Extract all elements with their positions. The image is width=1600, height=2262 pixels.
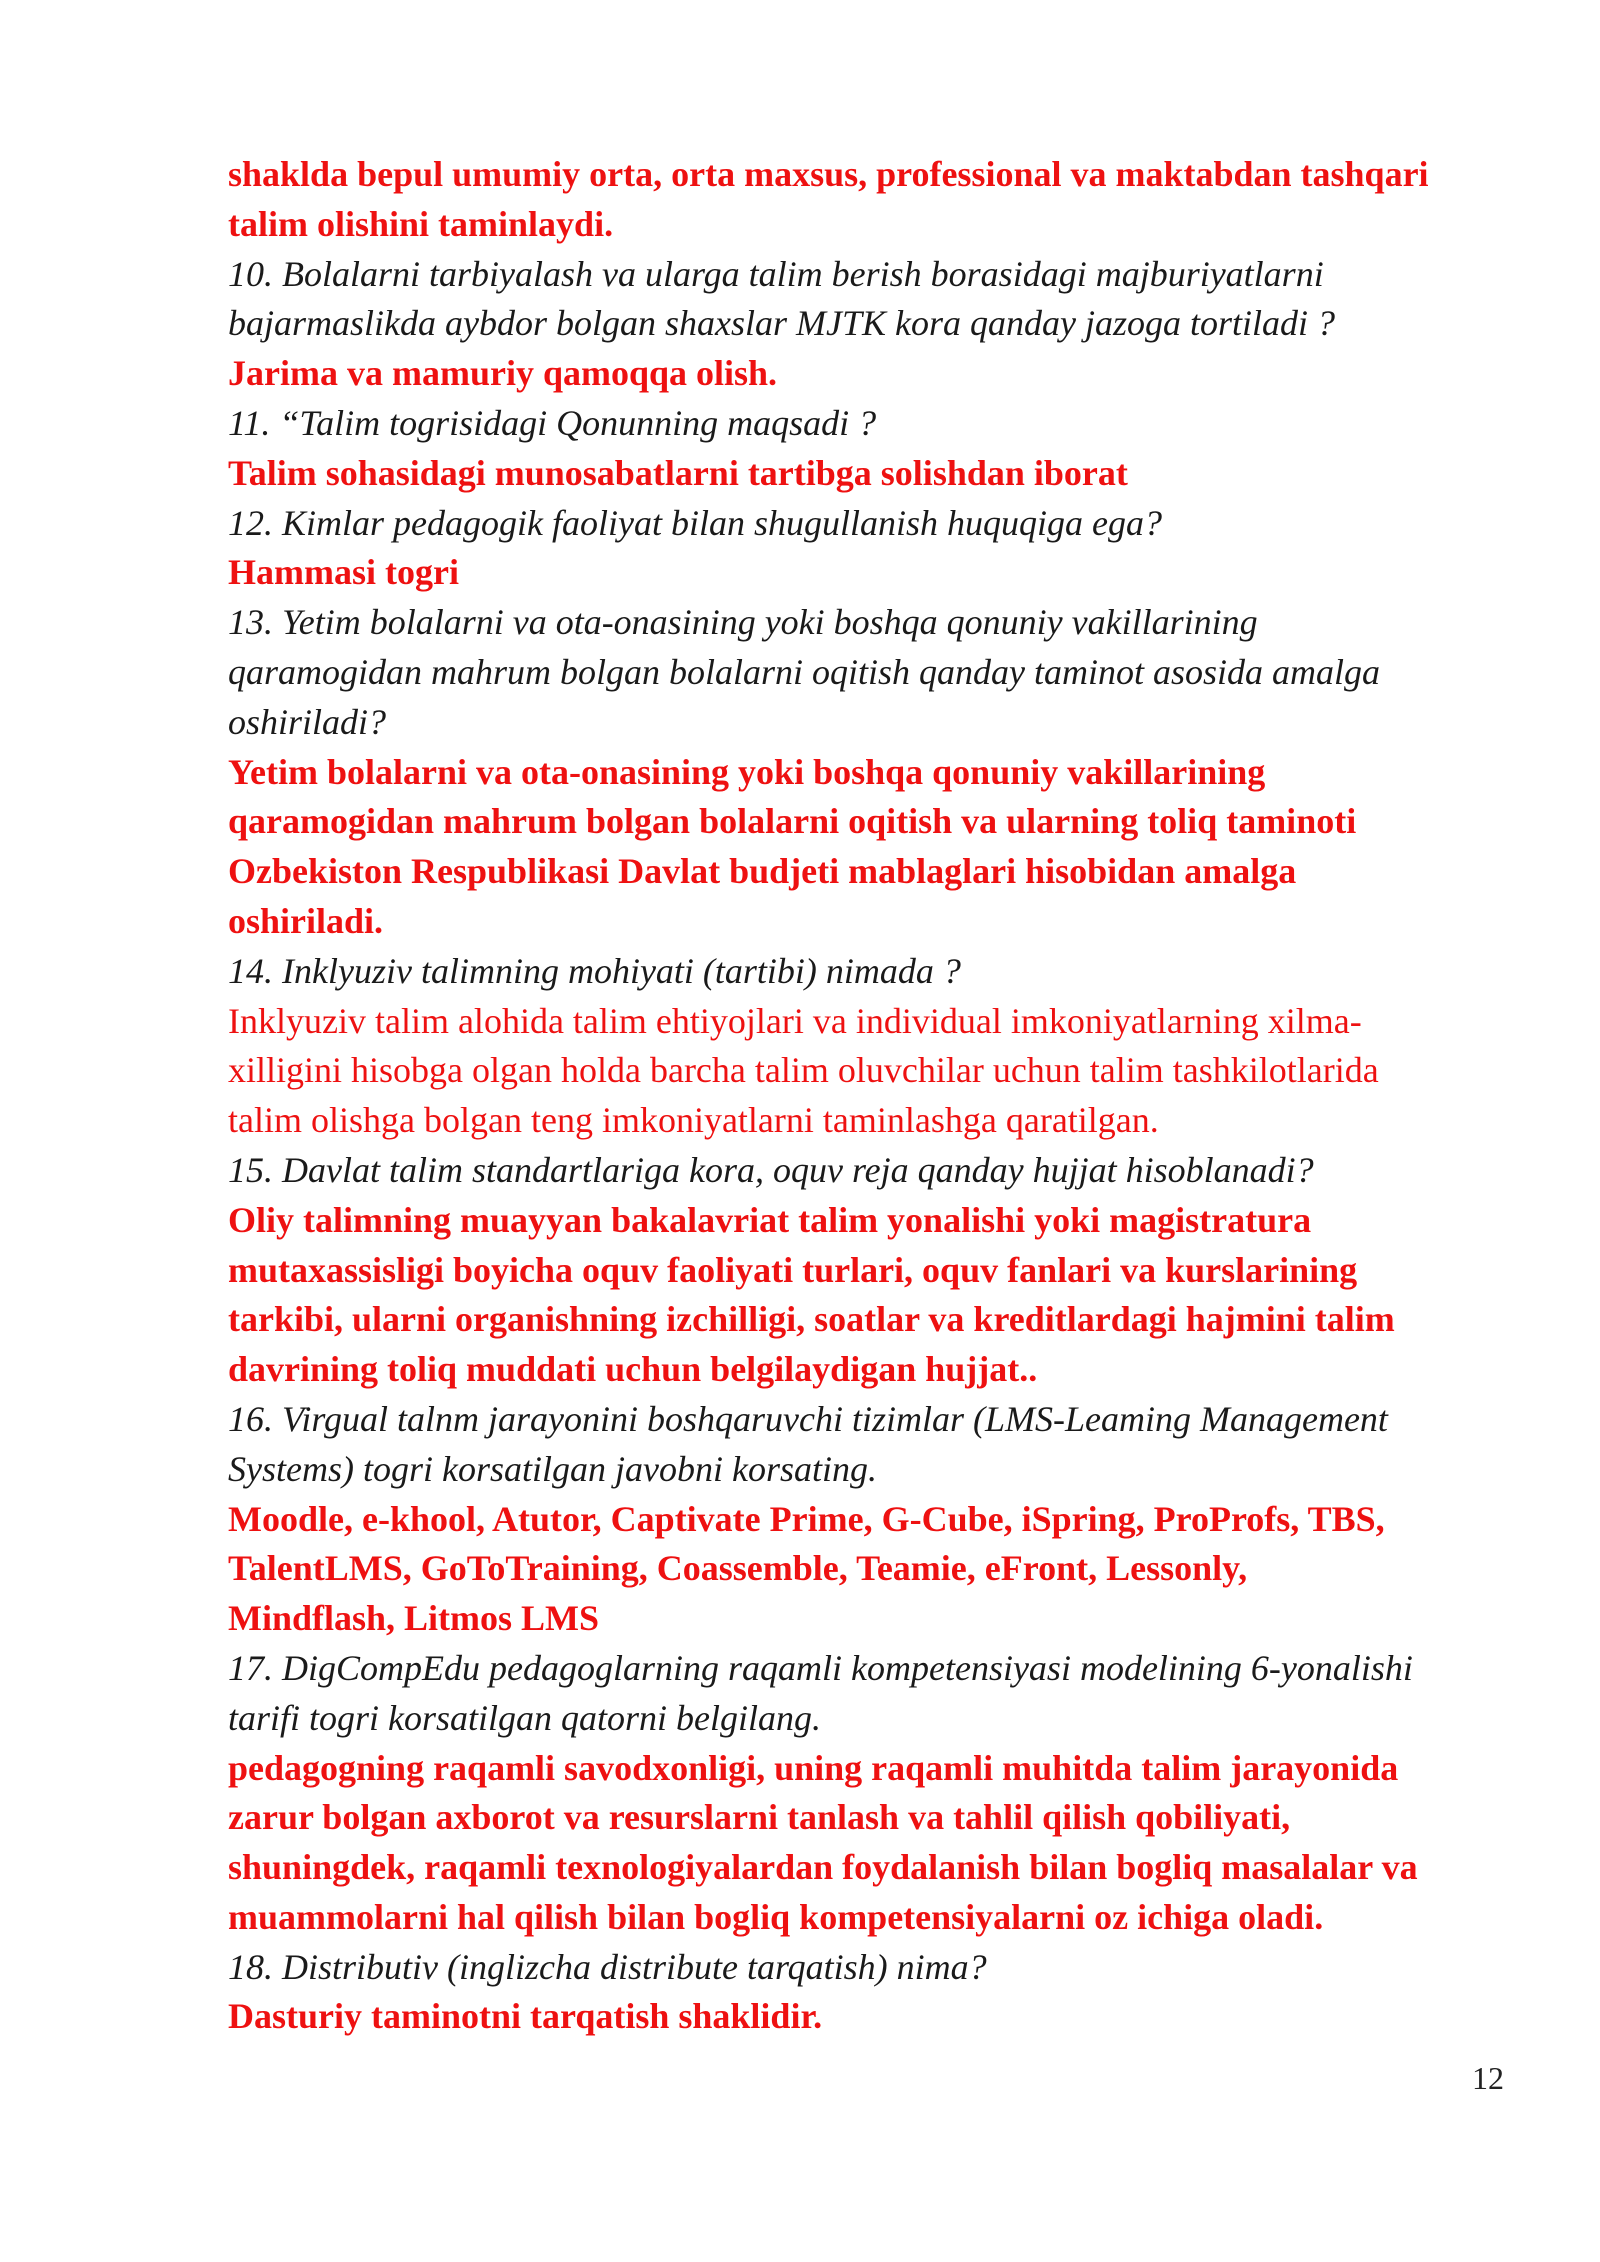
answer-line: muammolarni hal qilish bilan bogliq kompetensiyalarni oz ichiga oladi.	[228, 1896, 1324, 1937]
question-line: 18. Distributiv (inglizcha distribute tarqatish) nima?	[228, 1946, 987, 1987]
question-line: qaramogidan mahrum bolgan bolalarni oqitish qanday taminot asosida amalga	[228, 651, 1381, 692]
answer-line: Yetim bolalarni va ota-onasining yoki boshqa qonuniy vakillarining	[228, 751, 1266, 792]
answer-line: xilligini hisobga olgan holda barcha talim oluvchilar uchun talim tashkilotlarida	[228, 1050, 1379, 1091]
answer-line: Hammasi togri	[228, 552, 459, 593]
answer-line: Jarima va mamuriy qamoqqa olish.	[228, 353, 778, 394]
answer-line: pedagogning raqamli savodxonligi, uning raqamli muhitda talim jarayonida	[228, 1747, 1399, 1788]
answer-line: Dasturiy taminotni tarqatish shaklidir.	[228, 1996, 823, 2037]
question-line: 10. Bolalarni tarbiyalash va ularga talim berish borasidagi majburiyatlarni	[228, 253, 1324, 294]
page-number: 12	[1472, 2060, 1504, 2096]
question-line: 16. Virgual talnm jarayonini boshqaruvchi tizimlar (LMS-Leaming Management	[228, 1398, 1388, 1439]
question-line: bajarmaslikda aybdor bolgan shaxslar MJTK kora qanday jazoga tortiladi ?	[228, 303, 1335, 344]
page-content	[228, 150, 1498, 2042]
answer-line: Moodle, e-khool, Atutor, Captivate Prime, G-Cube, iSpring, ProProfs, TBS,	[228, 1498, 1385, 1539]
question-line: oshiriladi?	[228, 701, 387, 742]
answer-line: Oliy talimning muayyan bakalavriat talim yonalishi yoki magistratura	[228, 1199, 1312, 1240]
answer-line: mutaxassisligi boyicha oquv faoliyati turlari, oquv fanlari va kurslarining	[228, 1249, 1358, 1290]
answer-line: shaklda bepul umumiy orta, orta maxsus, professional va maktabdan tashqari	[228, 154, 1429, 194]
answer-line: Inklyuziv talim alohida talim ehtiyojlari va individual imkoniyatlarning xilma-	[228, 1000, 1362, 1041]
question-line: tarifi togri korsatilgan qatorni belgilang.	[228, 1697, 822, 1738]
question-line: 11. “Talim togrisidagi Qonunning maqsadi ?	[228, 402, 877, 443]
answer-line: oshiriladi.	[228, 900, 384, 941]
question-line: Systems) togri korsatilgan javobni korsating.	[228, 1448, 877, 1489]
answer-line: tarkibi, ularni organishning izchilligi, soatlar va kreditlardagi hajmini talim	[228, 1299, 1395, 1340]
answer-line: Ozbekiston Respublikasi Davlat budjeti mablaglari hisobidan amalga	[228, 851, 1297, 892]
question-line: 17. DigCompEdu pedagoglarning raqamli kompetensiyasi modelining 6-yonalishi	[228, 1647, 1413, 1688]
answer-line: qaramogidan mahrum bolgan bolalarni oqitish va ularning toliq taminoti	[228, 801, 1357, 842]
answer-line: talim olishini taminlaydi.	[228, 203, 614, 244]
answer-line: shuningdek, raqamli texnologiyalardan foydalanish bilan bogliq masalalar va	[228, 1847, 1418, 1888]
question-line: 15. Davlat talim standartlariga kora, oquv reja qanday hujjat hisoblanadi?	[228, 1149, 1314, 1190]
question-line: 12. Kimlar pedagogik faoliyat bilan shugullanish huquqiga ega?	[228, 502, 1162, 543]
answer-line: davrining toliq muddati uchun belgilaydigan hujjat..	[228, 1349, 1038, 1390]
answer-line: zarur bolgan axborot va resurslarni tanlash va tahlil qilish qobiliyati,	[228, 1797, 1291, 1838]
answer-line: talim olishga bolgan teng imkoniyatlarni taminlashga qaratilgan.	[228, 1100, 1159, 1141]
question-line: 13. Yetim bolalarni va ota-onasining yoki boshqa qonuniy vakillarining	[228, 602, 1258, 643]
answer-line: TalentLMS, GoToTraining, Coassemble, Teamie, eFront, Lessonly,	[228, 1548, 1248, 1589]
answer-line: Mindflash, Litmos LMS	[228, 1598, 600, 1639]
answer-line: Talim sohasidagi munosabatlarni tartibga solishdan iborat	[228, 452, 1128, 493]
question-line: 14. Inklyuziv talimning mohiyati (tartibi) nimada ?	[228, 950, 961, 991]
